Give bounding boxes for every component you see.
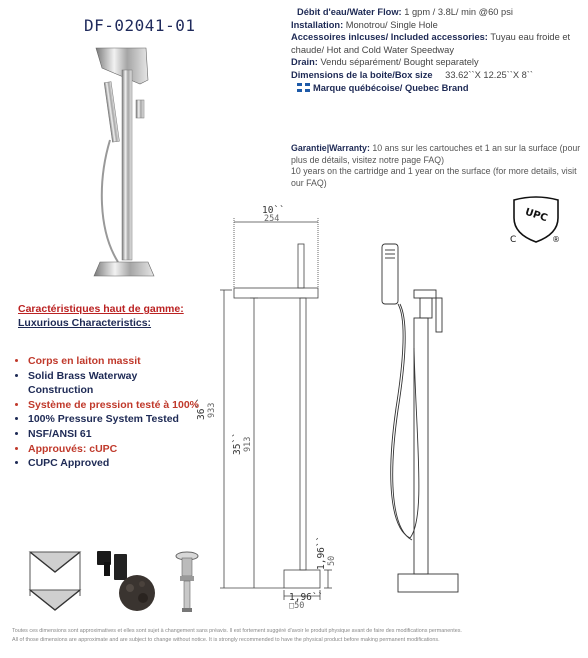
list-item: • Corps en laiton massit xyxy=(28,354,203,369)
list-item: • 100% Pressure System Tested xyxy=(28,412,203,427)
footer-en: All of those dimensions are approximate and are subject to change without notice. It is strongly recommended to have the physical product before making permanent modifications. xyxy=(12,637,440,643)
install-label: Installation: xyxy=(291,19,344,30)
characteristics-title-fr: Caractéristiques haut de gamme: xyxy=(18,303,184,315)
install-value: Monotrou/ Single Hole xyxy=(345,19,438,30)
upc-c-text: C xyxy=(510,235,517,245)
brand-label: Marque québécoise/ Quebec Brand xyxy=(313,82,469,93)
footer-disclaimer xyxy=(12,627,578,645)
dim-base-h-mm: 50 xyxy=(327,555,337,566)
spec-drain xyxy=(291,56,588,69)
corner-shelf-image xyxy=(26,546,84,616)
dim-top-in: 10`` xyxy=(262,205,285,216)
accessories-label: Accessoires inlcuses/ Included accessories: xyxy=(291,32,488,43)
list-item: • Approuvés: cUPC xyxy=(28,442,203,457)
dim-spout-in: 35`` xyxy=(232,432,243,455)
warranty-label: Garantie|Warranty: xyxy=(291,143,370,153)
list-item: • Système de pression testé à 100% xyxy=(28,398,203,413)
drain-label: Drain: xyxy=(291,57,318,68)
characteristics-title-en: Luxurious Characteristics: xyxy=(18,317,152,329)
quebec-flag-icon xyxy=(297,83,310,92)
dim-base-w-mm: □50 xyxy=(289,601,305,611)
flow-value: 1 gpm / 3.8L/ min @60 psi xyxy=(404,7,513,17)
box-label: Dimensions de la boite/Box size xyxy=(291,69,433,80)
spec-accessories xyxy=(291,31,588,56)
box-value: 33.62``X 12.25``X 8`` xyxy=(445,69,534,80)
side-view-drawing xyxy=(370,238,460,594)
dim-top-mm: 254 xyxy=(264,214,280,224)
quebec-brand xyxy=(297,82,588,95)
faucet-photo xyxy=(78,40,168,290)
dim-spout-mm: 913 xyxy=(243,436,253,452)
warranty-fr: 10 ans sur les cartouches et 1 an sur la surface (pour plus de détails, visitez notre page FAQ) xyxy=(291,143,581,165)
drain-value: Vendu séparément/ Bought separately xyxy=(320,57,479,68)
cupc-logo xyxy=(508,196,564,246)
list-item: • CUPC Approved xyxy=(28,456,203,471)
warranty-en: 10 years on the cartridge and 1 year on the surface (for more details, visit our FAQ) xyxy=(291,166,577,188)
spec-box xyxy=(291,69,588,82)
upc-registered-text: ® xyxy=(552,235,560,244)
list-item: • Solid Brass Waterway Construction xyxy=(28,369,203,398)
dimension-drawing xyxy=(196,200,366,620)
dim-overall-mm: 933 xyxy=(207,402,217,418)
warranty-block xyxy=(291,143,587,189)
model-number: DF-02041-01 xyxy=(84,16,196,35)
flow-label: Débit d'eau/Water Flow: xyxy=(297,7,402,17)
spec-install xyxy=(291,19,588,32)
dim-base-w-in: 1,96`` xyxy=(289,592,324,603)
specs-block xyxy=(291,6,588,94)
dim-overall-in: 36`` xyxy=(196,397,207,420)
spec-flow xyxy=(291,6,588,19)
dim-base-h-in: 1,96`` xyxy=(316,535,327,570)
accessories-value: Tuyau eau froide et chaude/ Hot and Cold Water Speedway xyxy=(291,32,571,55)
footer-fr: Toutes ces dimensions sont approximatives et elles sont sujet à changement sans préavis. Il est fortement suggéré d'avoir le produit physique avant de faire des modifications permanentes. xyxy=(12,628,462,634)
upc-mark-text: UPC xyxy=(523,206,549,225)
list-item: • NSF/ANSI 61 xyxy=(28,427,203,442)
characteristics-list xyxy=(14,354,203,471)
loofah-sponge-image xyxy=(116,570,158,614)
